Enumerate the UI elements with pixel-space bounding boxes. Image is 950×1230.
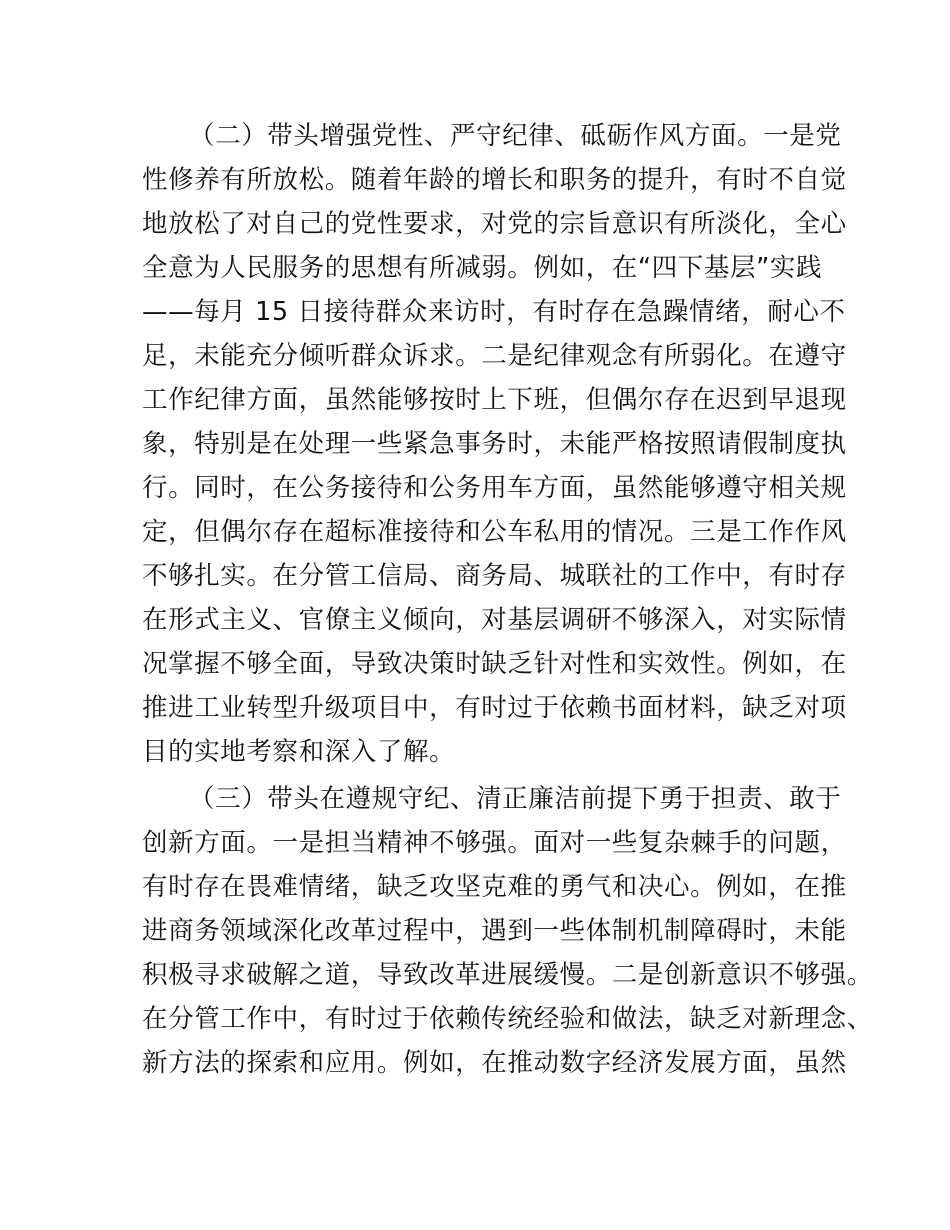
paragraph-line: 推进工业转型升级项目中，有时过于依赖书面材料，缺乏对项 [142, 693, 847, 723]
paragraph-line: 创新方面。一是担当精神不够强。面对一些复杂棘手的问题， [142, 828, 847, 858]
paragraph-line: （三）带头在遵规守纪、清正廉洁前提下勇于担责、敢于 [189, 784, 842, 814]
paragraph-line: 在形式主义、官僚主义倾向，对基层调研不够深入，对实际情 [142, 605, 847, 635]
paragraph-line: 性修养有所放松。随着年龄的增长和职务的提升，有时不自觉 [142, 165, 847, 195]
paragraph-line: 有时存在畏难情绪，缺乏攻坚克难的勇气和决心。例如，在推 [142, 872, 847, 902]
paragraph-line: 地放松了对自己的党性要求，对党的宗旨意识有所淡化，全心 [142, 209, 847, 239]
paragraph-line: 积极寻求破解之道，导致改革进展缓慢。二是创新意识不够强。 [142, 960, 873, 990]
paragraph-line: 不够扎实。在分管工信局、商务局、城联社的工作中，有时存 [142, 561, 847, 591]
paragraph-line: 目的实地考察和深入了解。 [142, 737, 456, 767]
paragraph-line: ——每月 15 日接待群众来访时，有时存在急躁情绪，耐心不 [142, 297, 846, 327]
paragraph-line: 况掌握不够全面，导致决策时缺乏针对性和实效性。例如，在 [142, 649, 847, 679]
paragraph-line: 行。同时，在公务接待和公务用车方面，虽然能够遵守相关规 [142, 473, 847, 503]
paragraph-line: 定，但偶尔存在超标准接待和公车私用的情况。三是工作作风 [142, 517, 847, 547]
paragraph-line: 象，特别是在处理一些紧急事务时，未能严格按照请假制度执 [142, 429, 847, 459]
paragraph-line: 足，未能充分倾听群众诉求。二是纪律观念有所弱化。在遵守 [142, 341, 847, 371]
paragraph-line: 新方法的探索和应用。例如，在推动数字经济发展方面，虽然 [142, 1048, 847, 1078]
paragraph-line: 工作纪律方面，虽然能够按时上下班，但偶尔存在迟到早退现 [142, 385, 847, 415]
paragraph-line: （二）带头增强党性、严守纪律、砥砺作风方面。一是党 [189, 121, 842, 151]
paragraph-line: 进商务领域深化改革过程中，遇到一些体制机制障碍时，未能 [142, 916, 847, 946]
paragraph-line: 全意为人民服务的思想有所减弱。例如，在“四下基层”实践 [142, 253, 823, 283]
paragraph-line: 在分管工作中，有时过于依赖传统经验和做法，缺乏对新理念、 [142, 1004, 873, 1034]
